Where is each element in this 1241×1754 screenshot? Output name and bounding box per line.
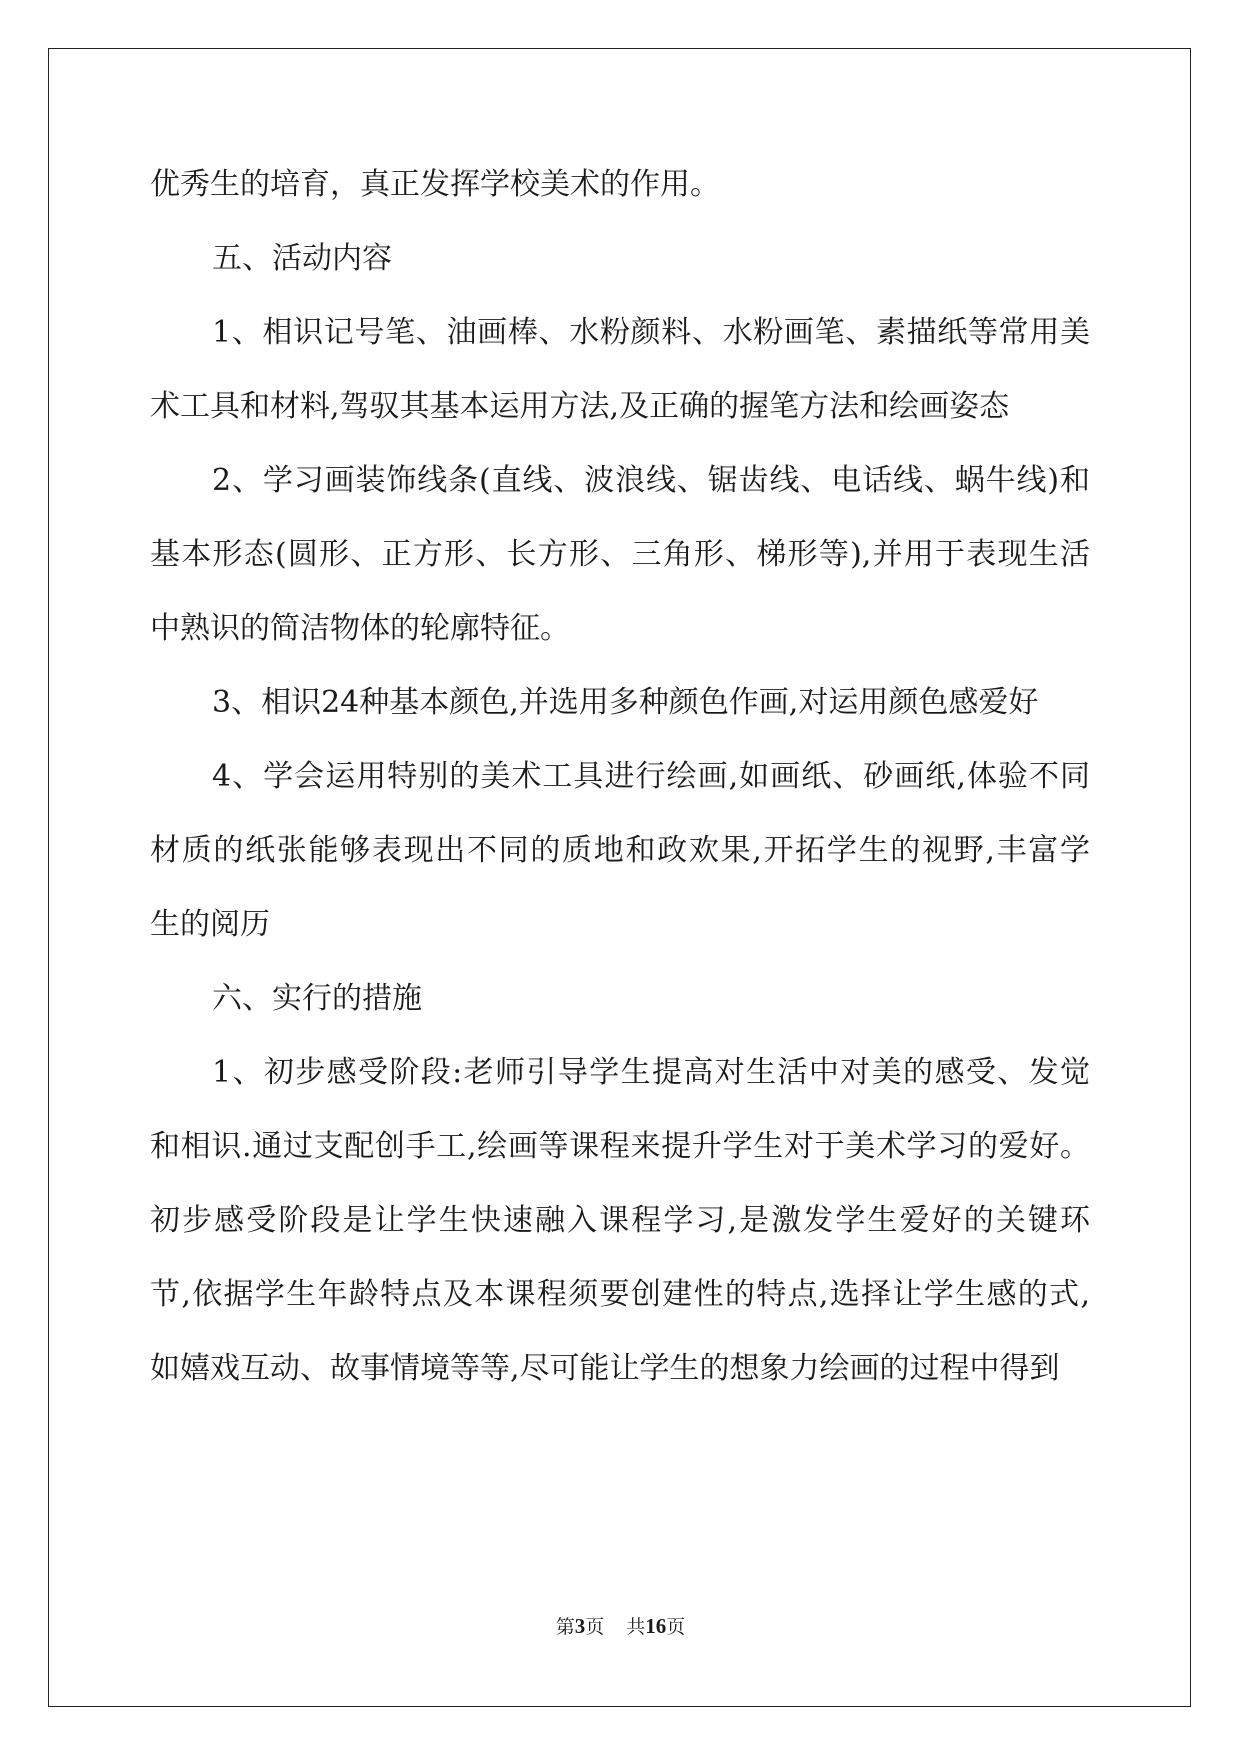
paragraph-line: 和相识.通过支配创手工,绘画等课程来提升学生对于美术学习的爱好。 bbox=[150, 1129, 1090, 1164]
paragraph-line: 节,依据学生年龄特点及本课程须要创建性的特点,选择让学生感的式, bbox=[150, 1277, 1090, 1312]
paragraph-line: 五、活动内容 bbox=[212, 241, 392, 276]
paragraph-line: 3、相识24种基本颜色,并选用多种颜色作画,对运用颜色感爱好 bbox=[212, 685, 1039, 720]
total-prefix: 共 bbox=[626, 1616, 646, 1638]
total-pages: 16 bbox=[645, 1614, 667, 1638]
page-prefix: 第 bbox=[555, 1616, 575, 1638]
page-number: 3 bbox=[574, 1614, 586, 1638]
paragraph-line: 生的阅历 bbox=[150, 907, 270, 942]
document-body bbox=[150, 160, 1090, 1418]
paragraph-line: 优秀生的培育，真正发挥学校美术的作用。 bbox=[150, 167, 720, 202]
paragraph-line: 中熟识的简洁物体的轮廓特征。 bbox=[150, 611, 570, 646]
paragraph-line: 4、学会运用特别的美术工具进行绘画,如画纸、砂画纸,体验不同 bbox=[212, 759, 1090, 794]
paragraph-line: 材质的纸张能够表现出不同的质地和政欢果,开拓学生的视野,丰富学 bbox=[150, 833, 1090, 868]
paragraph-line: 六、实行的措施 bbox=[212, 981, 422, 1016]
paragraph-line: 2、学习画装饰线条(直线、波浪线、锯齿线、电话线、蜗牛线)和 bbox=[212, 463, 1090, 498]
paragraph-line: 术工具和材料,驾驭其基本运用方法,及正确的握笔方法和绘画姿态 bbox=[150, 389, 1010, 424]
paragraph-line: 基本形态(圆形、正方形、长方形、三角形、梯形等),并用于表现生活 bbox=[150, 537, 1090, 572]
page-suffix: 页 bbox=[585, 1616, 605, 1638]
paragraph-line: 如嬉戏互动、故事情境等等,尽可能让学生的想象力绘画的过程中得到 bbox=[150, 1351, 1060, 1386]
total-suffix: 页 bbox=[666, 1616, 686, 1638]
paragraph-line: 初步感受阶段是让学生快速融入课程学习,是激发学生爱好的关键环 bbox=[150, 1203, 1090, 1238]
paragraph-line: 1、初步感受阶段:老师引导学生提高对生活中对美的感受、发觉 bbox=[212, 1055, 1090, 1090]
page-footer bbox=[0, 1612, 1241, 1639]
paragraph-line: 1、相识记号笔、油画棒、水粉颜料、水粉画笔、素描纸等常用美 bbox=[212, 315, 1090, 350]
